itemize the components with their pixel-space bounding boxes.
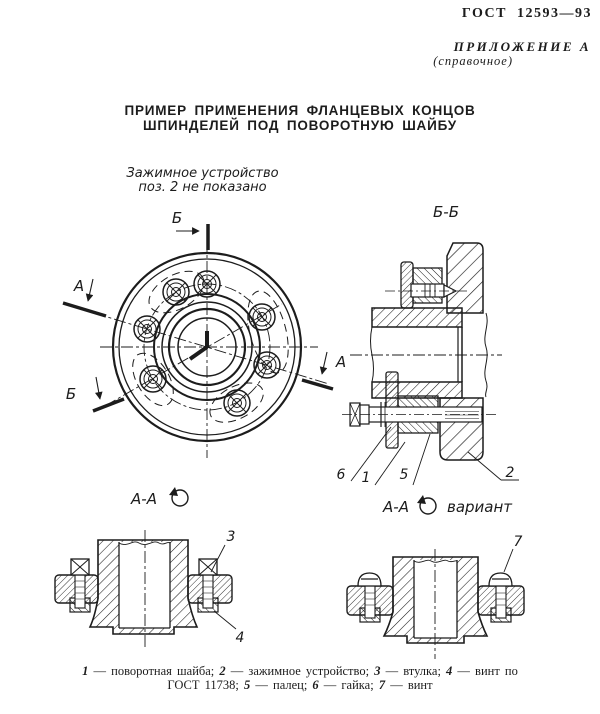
figure-legend	[0, 665, 600, 692]
legend-text: — винт по	[452, 664, 518, 678]
legend-text: — зажимное устройство;	[225, 664, 375, 678]
legend-text: — втулка;	[380, 664, 447, 678]
callout-leaders-bb	[351, 427, 519, 485]
variant-label: вариант	[447, 498, 513, 516]
front-view-flange	[63, 209, 346, 458]
view-bb-title: Б-Б	[433, 203, 459, 221]
legend-text: — винт	[385, 677, 433, 692]
drawing-note-line2: поз. 2 не показано	[138, 180, 267, 195]
legend-num: 4	[446, 664, 453, 678]
view-aa-variant-title: А-А	[383, 498, 409, 516]
callout-6: 6	[336, 467, 346, 483]
section-aa-variant-view	[347, 495, 524, 659]
callout-7: 7	[513, 534, 523, 550]
legend-num: 3	[374, 664, 381, 678]
standard-number: ГОСТ 12593—93	[461, 6, 592, 21]
legend-line1	[0, 665, 600, 679]
figure-title-line1: ПРИМЕР ПРИМЕНЕНИЯ ФЛАНЦЕВЫХ КОНЦОВ	[124, 103, 476, 118]
legend-num: 1	[82, 664, 89, 678]
callout-5: 5	[399, 467, 409, 483]
appendix-label: ПРИЛОЖЕНИЕ А	[453, 39, 591, 54]
callout-1: 1	[361, 470, 371, 486]
drawing-note-line1: Зажимное устройство	[126, 166, 279, 181]
centerlines	[94, 240, 329, 458]
legend-line2	[0, 679, 600, 693]
section-label-b-bottom: Б	[65, 385, 77, 403]
section-label-b-top: Б	[171, 209, 183, 227]
legend-num: 2	[219, 664, 226, 678]
section-bb-view	[337, 203, 519, 486]
drawing-note	[110, 167, 295, 195]
callout-4: 4	[235, 630, 245, 646]
section-label-a-right: А	[335, 353, 347, 371]
legend-text: — палец;	[250, 677, 313, 692]
section-aa-view	[55, 487, 244, 650]
legend-num: 5	[244, 677, 251, 692]
legend-num: 6	[312, 677, 319, 692]
legend-text: — гайка;	[318, 677, 379, 692]
rotated-view-icon	[169, 487, 188, 506]
figure-title	[0, 103, 600, 133]
appendix-kind: (справочное)	[433, 54, 513, 68]
rotated-view-icon	[417, 495, 436, 514]
legend-text: — поворотная шайба;	[88, 664, 220, 678]
figure-title-line2: ШПИНДЕЛЕЙ ПОД ПОВОРОТНУЮ ШАЙБУ	[143, 118, 457, 133]
view-aa-title: А-А	[131, 490, 157, 508]
callout-2: 2	[505, 465, 515, 481]
legend-num: 7	[378, 677, 386, 692]
legend-text: ГОСТ 11738;	[167, 677, 244, 692]
section-label-a-left: А	[73, 277, 85, 295]
callout-3: 3	[226, 529, 236, 545]
